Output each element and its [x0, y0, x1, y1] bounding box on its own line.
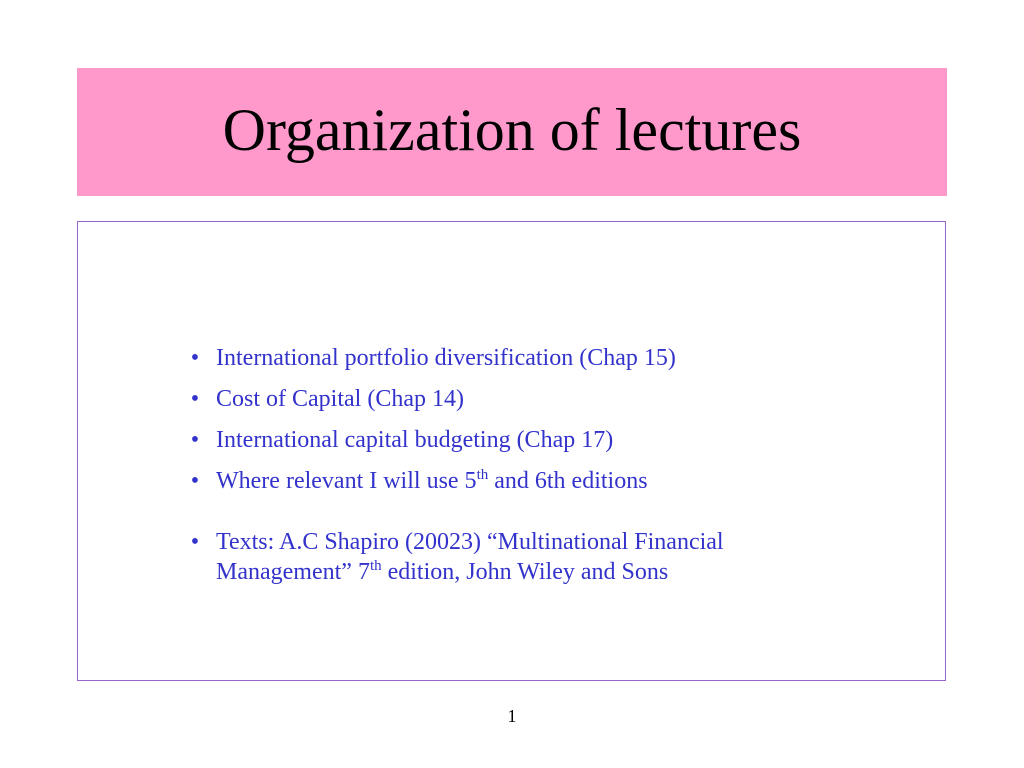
bullet-dot-icon: •: [190, 386, 200, 412]
superscript: th: [476, 467, 489, 483]
slide-title: Organization of lectures: [222, 97, 802, 163]
content-box: [77, 221, 946, 681]
bullet-dot-icon: •: [190, 529, 200, 555]
bullet-text: International capital budgeting (Chap 17): [216, 427, 614, 453]
bullet-text: [216, 468, 648, 494]
bullet-item: [186, 343, 886, 373]
bullet-dot-icon: •: [190, 345, 200, 371]
bullet-item: [186, 384, 886, 414]
bullet-dot-icon: •: [190, 427, 200, 453]
bullet-text-end: and 6th editions: [488, 468, 648, 494]
title-banner: [77, 68, 947, 196]
bullet-dot-icon: •: [190, 468, 200, 494]
bullet-text: Cost of Capital (Chap 14): [216, 386, 464, 412]
bullet-item: [186, 466, 886, 496]
page-number: 1: [507, 706, 517, 726]
bullet-item: [186, 527, 886, 587]
bullet-text: [216, 529, 724, 585]
bullet-text-line-1: Texts: A.C Shapiro (20023) “Multinational Financial: [216, 529, 724, 555]
bullet-item: [186, 425, 886, 455]
bullet-text-line-2-start: Management” 7: [216, 559, 370, 585]
bullet-text-line-2-end: edition, John Wiley and Sons: [381, 559, 669, 585]
superscript: th: [369, 558, 382, 574]
bullet-list: [186, 343, 886, 598]
bullet-text-start: Where relevant I will use 5: [216, 468, 477, 494]
bullet-text: International portfolio diversification (Chap 15): [216, 345, 676, 371]
